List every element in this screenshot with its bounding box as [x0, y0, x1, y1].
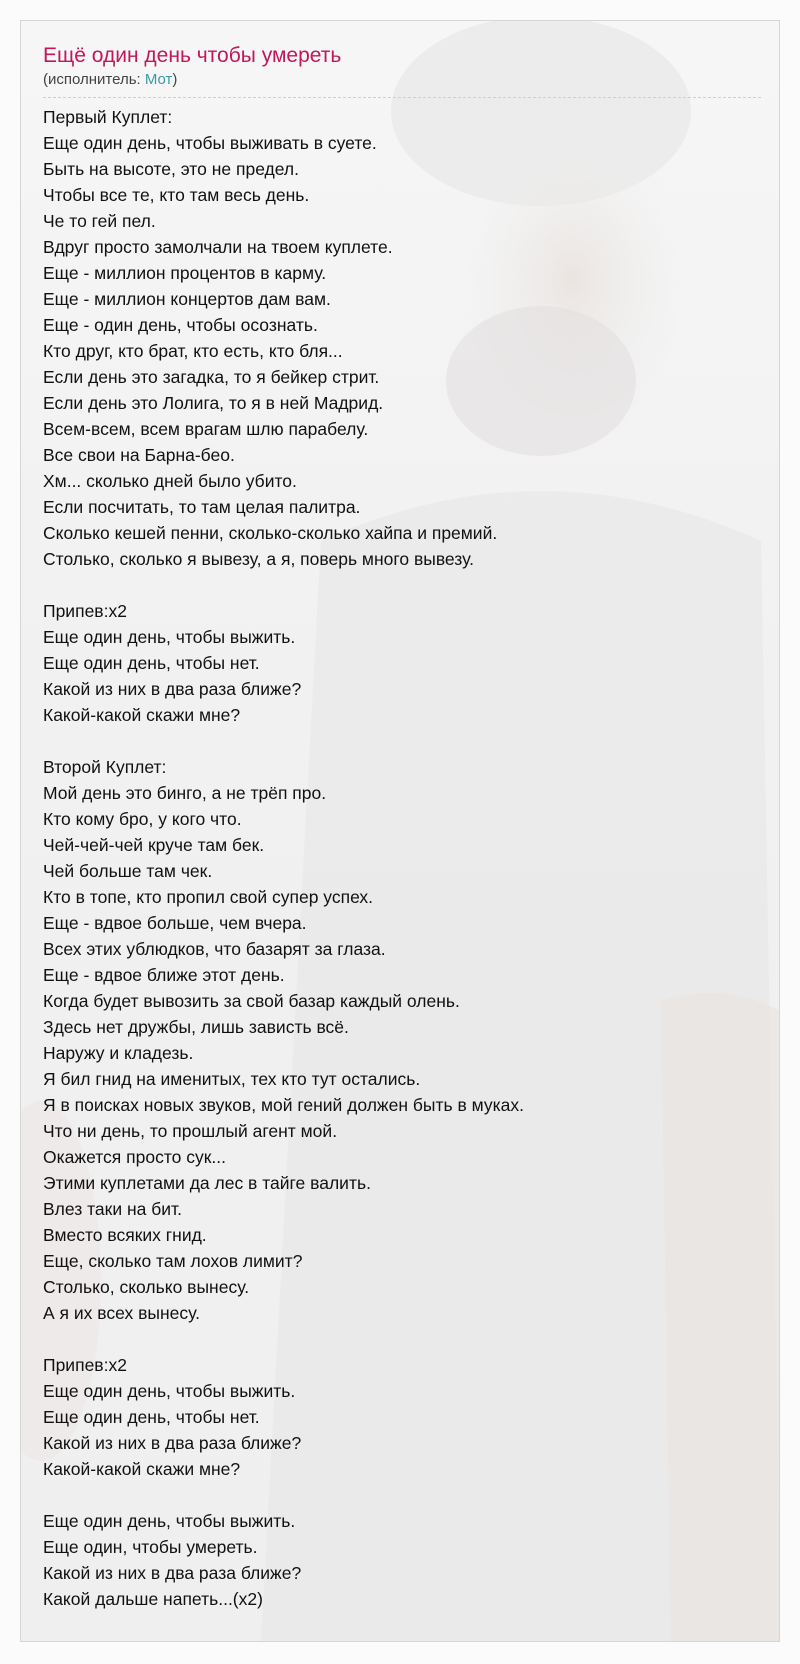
lyric-line: Кто кому бро, у кого что.	[43, 809, 242, 829]
lyric-line: Быть на высоте, это не предел.	[43, 159, 299, 179]
lyrics-stanza	[43, 598, 763, 728]
section-heading: Припев:x2	[43, 1355, 127, 1375]
artist-link[interactable]: Мот	[144, 71, 173, 88]
lyric-line: Всех этих ублюдков, что базарят за глаза.	[43, 939, 386, 959]
lyric-line: Я в поисках новых звуков, мой гений должен быть в муках.	[43, 1095, 525, 1115]
lyrics-content	[43, 41, 763, 1612]
section-heading: Припев:x2	[43, 601, 127, 621]
lyric-line: Наружу и кладезь.	[43, 1043, 194, 1063]
lyrics-stanza	[43, 1352, 763, 1482]
lyric-line: Какой из них в два раза ближе?	[43, 1433, 302, 1453]
lyric-line: Вместо всяких гнид.	[43, 1225, 207, 1245]
title-divider	[43, 97, 761, 98]
lyric-line: Когда будет вывозить за свой базар каждый олень.	[43, 991, 460, 1011]
lyric-line: Еще один день, чтобы нет.	[43, 1407, 260, 1427]
lyrics-stanza	[43, 1508, 763, 1612]
lyric-line: Еще - один день, чтобы осознать.	[43, 315, 318, 335]
lyric-line: Какой-какой скажи мне?	[43, 705, 241, 725]
lyric-line: Еще один день, чтобы нет.	[43, 653, 260, 673]
lyric-line: Сколько кешей пенни, сколько-сколько хайпа и премий.	[43, 523, 498, 543]
lyric-line: Мой день это бинго, а не трёп про.	[43, 783, 327, 803]
lyric-line: Влез таки на бит.	[43, 1199, 182, 1219]
lyric-line: Еще - вдвое ближе этот день.	[43, 965, 285, 985]
artist-line	[43, 71, 763, 89]
lyric-line: Кто в топе, кто пропил свой супер успех.	[43, 887, 374, 907]
lyric-line: Че то гей пел.	[43, 211, 156, 231]
lyric-line: Какой-какой скажи мне?	[43, 1459, 241, 1479]
lyrics-stanza	[43, 104, 763, 572]
lyric-line: Чей-чей-чей круче там бек.	[43, 835, 265, 855]
lyric-line: Этими куплетами да лес в тайге валить.	[43, 1173, 371, 1193]
lyric-line: Еще - вдвое больше, чем вчера.	[43, 913, 307, 933]
lyric-line: Здесь нет дружбы, лишь зависть всё.	[43, 1017, 349, 1037]
section-heading: Второй Куплет:	[43, 757, 167, 777]
lyric-line: Какой дальше напеть...(x2)	[43, 1589, 263, 1609]
lyric-line: А я их всех вынесу.	[43, 1303, 200, 1323]
lyric-line: Я бил гнид на именитых, тех кто тут остались.	[43, 1069, 421, 1089]
lyric-line: Чтобы все те, кто там весь день.	[43, 185, 310, 205]
lyric-line: Если день это загадка, то я бейкер стрит.	[43, 367, 380, 387]
lyric-line: Еще один, чтобы умереть.	[43, 1537, 258, 1557]
section-heading: Первый Куплет:	[43, 107, 173, 127]
lyric-line: Столько, сколько вынесу.	[43, 1277, 250, 1297]
lyric-line: Еще один день, чтобы выжить.	[43, 1511, 296, 1531]
artist-prefix: (исполнитель:	[43, 71, 145, 88]
lyric-line: Еще один день, чтобы выживать в суете.	[43, 133, 377, 153]
lyric-line: Какой из них в два раза ближе?	[43, 1563, 302, 1583]
lyric-line: Если день это Лолига, то я в ней Мадрид.	[43, 393, 384, 413]
lyric-line: Всем-всем, всем врагам шлю парабелу.	[43, 419, 369, 439]
lyric-line: Если посчитать, то там целая палитра.	[43, 497, 361, 517]
lyrics-body	[43, 104, 763, 1612]
lyric-line: Что ни день, то прошлый агент мой.	[43, 1121, 338, 1141]
lyric-line: Еще - миллион процентов в карму.	[43, 263, 327, 283]
lyric-line: Хм... сколько дней было убито.	[43, 471, 297, 491]
lyric-line: Еще один день, чтобы выжить.	[43, 1381, 296, 1401]
song-title: Ещё один день чтобы умереть	[43, 44, 342, 67]
lyric-line: Еще, сколько там лохов лимит?	[43, 1251, 303, 1271]
lyric-line: Окажется просто сук...	[43, 1147, 226, 1167]
lyric-line: Кто друг, кто брат, кто есть, кто бля...	[43, 341, 343, 361]
lyric-line: Столько, сколько я вывезу, а я, поверь много вывезу.	[43, 549, 474, 569]
lyric-line: Какой из них в два раза ближе?	[43, 679, 302, 699]
lyric-line: Еще - миллион концертов дам вам.	[43, 289, 331, 309]
lyric-line: Вдруг просто замолчали на твоем куплете.	[43, 237, 393, 257]
lyric-line: Еще один день, чтобы выжить.	[43, 627, 296, 647]
lyric-line: Чей больше там чек.	[43, 861, 213, 881]
artist-suffix: )	[172, 71, 178, 88]
lyrics-card	[20, 20, 780, 1642]
lyrics-stanza	[43, 754, 763, 1326]
lyric-line: Все свои на Барна-бео.	[43, 445, 235, 465]
